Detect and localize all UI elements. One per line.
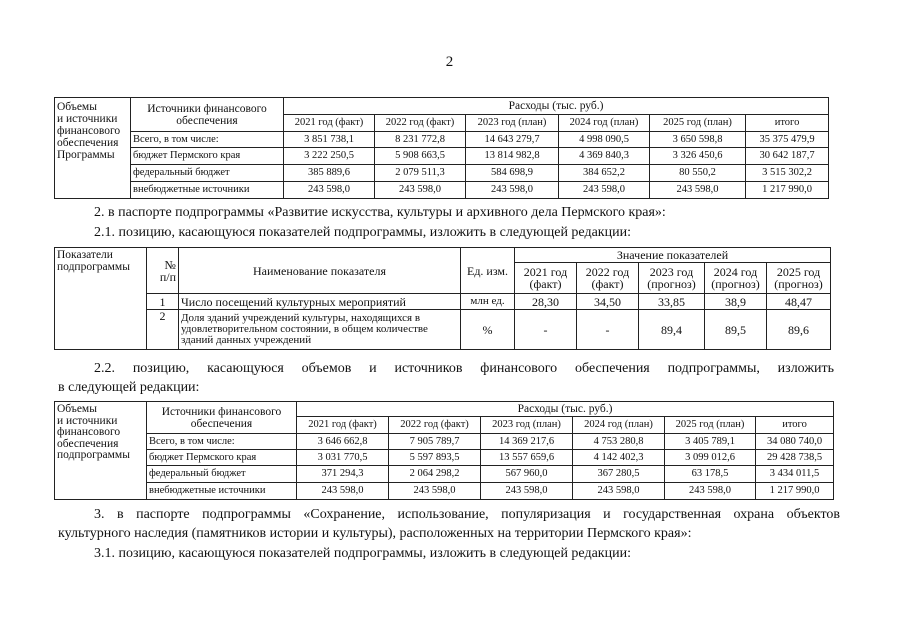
table-cell: 584 698,9 [466,165,559,182]
paragraph-3-line1: 3. в паспорте подпрограммы «Сохранение, использование, популяризация и государственная охрана объектов [94,507,840,522]
table-cell: 33,85 [639,294,705,310]
column-header: 2022 год (факт) [389,417,481,434]
table-row [55,294,831,310]
row-label: Всего, в том числе: [147,434,297,450]
table-cell: 13 814 982,8 [466,148,559,165]
paragraph-2: 2. в паспорте подпрограммы «Развитие искусства, культуры и архивного дела Пермского края»: [94,205,666,220]
table-cell: 243 598,0 [466,182,559,199]
column-header: 2024 год (прогноз) [705,263,767,294]
row-label: Всего, в том числе: [131,132,284,148]
table-cell: 4 753 280,8 [573,434,665,450]
table-cell: 384 652,2 [559,165,650,182]
table-cell: - [515,310,577,350]
table-cell: 8 231 772,8 [375,132,466,148]
column-header: 2023 год (план) [481,417,573,434]
unit-header: Ед. изм. [461,248,515,294]
column-header: 2024 год (план) [573,417,665,434]
table-cell: 2 064 298,2 [389,466,481,483]
table-cell: 4 369 840,3 [559,148,650,165]
table-cell: 34 080 740,0 [756,434,834,450]
name-header: Наименование показателя [179,248,461,294]
table-cell: 38,9 [705,294,767,310]
row-label: внебюджетные источники [147,483,297,500]
table-row [55,450,834,466]
sources-header: Источники финансового обеспечения [131,98,284,132]
row-number: 1 [147,294,179,310]
column-header: 2022 год (факт) [577,263,639,294]
table-cell: 14 369 217,6 [481,434,573,450]
table-cell: 243 598,0 [573,483,665,500]
table-row [55,132,829,148]
column-header: 2023 год (план) [466,115,559,132]
table-cell: 89,6 [767,310,831,350]
table-cell: 1 217 990,0 [746,182,829,199]
row-label: федеральный бюджет [131,165,284,182]
indicator-name: Число посещений культурных мероприятий [179,294,461,310]
section-label: Объемы и источники финансового обеспечения подпрограммы [55,402,147,500]
table-row [55,483,834,500]
row-label: внебюджетные источники [131,182,284,199]
paragraph-3-line2: культурного наследия (памятников истории и культуры), расположенных на территории Пермского края»: [58,526,692,541]
paragraph-2-1: 2.1. позицию, касающуюся показателей подпрограммы, изложить в следующей редакции: [94,225,631,240]
section-label: Объемы и источники финансового обеспечения Программы [55,98,131,199]
program-financing-table [54,97,829,199]
indicator-unit: млн ед. [461,294,515,310]
page-number: 2 [445,54,454,70]
indicator-unit: % [461,310,515,350]
table-cell: 3 646 662,8 [297,434,389,450]
table-cell: 385 889,6 [284,165,375,182]
table-row [55,148,829,165]
column-header: 2021 год (факт) [297,417,389,434]
table-row [55,165,829,182]
table-cell: 1 217 990,0 [756,483,834,500]
table-row [55,466,834,483]
column-header: 2021 год (факт) [284,115,375,132]
table-row [55,310,831,350]
column-header: 2023 год (прогноз) [639,263,705,294]
column-header: 2025 год (план) [665,417,756,434]
table-cell: 3 099 012,6 [665,450,756,466]
table-cell: 567 960,0 [481,466,573,483]
table-cell: 35 375 479,9 [746,132,829,148]
table-row [55,182,829,199]
table-cell: 3 405 789,1 [665,434,756,450]
table-cell: 243 598,0 [389,483,481,500]
table-cell: 63 178,5 [665,466,756,483]
table-cell: 34,50 [577,294,639,310]
row-label: федеральный бюджет [147,466,297,483]
table-cell: 371 294,3 [297,466,389,483]
table-cell: 48,47 [767,294,831,310]
column-header: 2025 год (план) [650,115,746,132]
table-cell: 13 557 659,6 [481,450,573,466]
table-cell: 7 905 789,7 [389,434,481,450]
table-cell: 89,4 [639,310,705,350]
table-cell: 367 280,5 [573,466,665,483]
table-cell: 14 643 279,7 [466,132,559,148]
table-cell: 243 598,0 [481,483,573,500]
values-header: Значение показателей [515,248,831,263]
paragraph-3-1: 3.1. позицию, касающуюся показателей подпрограммы, изложить в следующей редакции: [94,546,631,561]
table-cell: 3 031 770,5 [297,450,389,466]
table-cell: - [577,310,639,350]
subprogram-financing-table [54,401,834,500]
expenses-header: Расходы (тыс. руб.) [297,402,834,417]
table-cell: 2 079 511,3 [375,165,466,182]
table-cell: 243 598,0 [375,182,466,199]
row-label: бюджет Пермского края [131,148,284,165]
table-row [55,434,834,450]
table-cell: 3 222 250,5 [284,148,375,165]
table-cell: 243 598,0 [559,182,650,199]
table-cell: 243 598,0 [665,483,756,500]
table-cell: 4 998 090,5 [559,132,650,148]
table-cell: 3 515 302,2 [746,165,829,182]
table-cell: 29 428 738,5 [756,450,834,466]
num-header: № п/п [147,248,179,294]
table-cell: 4 142 402,3 [573,450,665,466]
sources-header: Источники финансового обеспечения [147,402,297,434]
paragraph-2-2-line1: 2.2. позицию, касающуюся объемов и источников финансового обеспечения подпрограммы, изложить [94,361,834,376]
table-cell: 5 908 663,5 [375,148,466,165]
section-label: Показатели подпрограммы [55,248,147,350]
subprogram-indicators-table [54,247,831,350]
expenses-header: Расходы (тыс. руб.) [284,98,829,115]
table-cell: 3 851 738,1 [284,132,375,148]
paragraph-2-2-line2: в следующей редакции: [58,380,200,395]
table-cell: 5 597 893,5 [389,450,481,466]
table-cell: 243 598,0 [297,483,389,500]
table-cell: 28,30 [515,294,577,310]
table-cell: 3 326 450,6 [650,148,746,165]
column-header: итого [756,417,834,434]
table-cell: 3 434 011,5 [756,466,834,483]
table-cell: 243 598,0 [284,182,375,199]
column-header: 2021 год (факт) [515,263,577,294]
column-header: 2024 год (план) [559,115,650,132]
indicator-name: Доля зданий учреждений культуры, находящихся в удовлетворительном состоянии, в общем количестве зданий данных учреждений [179,310,461,350]
row-number: 2 [147,310,179,350]
table-cell: 3 650 598,8 [650,132,746,148]
row-label: бюджет Пермского края [147,450,297,466]
column-header: 2022 год (факт) [375,115,466,132]
table-cell: 30 642 187,7 [746,148,829,165]
column-header: итого [746,115,829,132]
table-cell: 243 598,0 [650,182,746,199]
table-cell: 89,5 [705,310,767,350]
column-header: 2025 год (прогноз) [767,263,831,294]
table-cell: 80 550,2 [650,165,746,182]
